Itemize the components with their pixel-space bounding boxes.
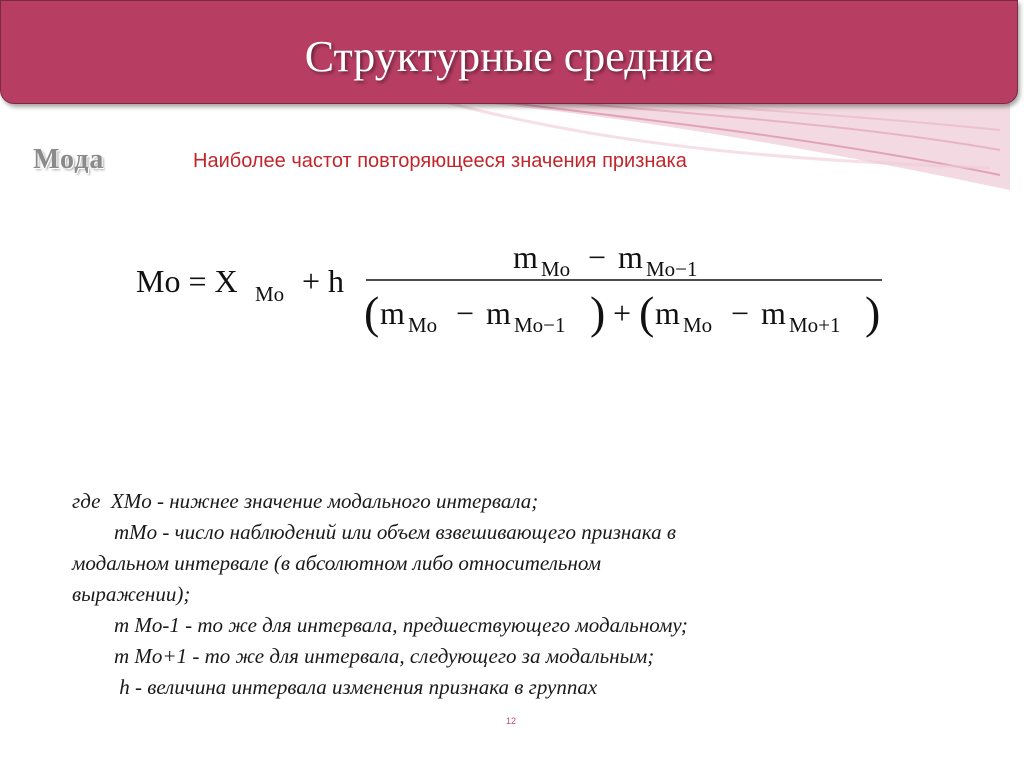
mode-formula <box>130 238 900 348</box>
den-minus-2: − <box>731 295 750 331</box>
den-plus: + <box>613 295 632 331</box>
slide-title: Структурные средние <box>304 32 714 81</box>
den-m2: m <box>486 295 511 331</box>
den-m4-sub: Mo+1 <box>789 313 841 337</box>
formula-lhs-sub: Mo <box>255 282 285 306</box>
den-m1-sub: Mo <box>408 313 438 337</box>
numerator-m2: m <box>618 239 643 275</box>
legend-line: выражении); <box>72 582 191 606</box>
legend-line: m Mo-1 - то же для интервала, предшествующего модальному; <box>72 613 688 637</box>
numerator-m1: m <box>513 239 538 275</box>
formula-lhs: Mo = X <box>136 263 238 299</box>
formula-legend <box>72 486 972 703</box>
den-m1: m <box>380 295 405 331</box>
legend-line: h - величина интервала изменения признака в группах <box>72 675 598 699</box>
legend-line: где XMo - нижнее значение модального интервала; <box>72 489 539 513</box>
den-m3-sub: Mo <box>683 313 713 337</box>
legend-line: mMo - число наблюдений или объем взвешивающего признака в <box>72 520 676 544</box>
den-m2-sub: Mo−1 <box>514 313 566 337</box>
numerator-m1-sub: Mo <box>541 257 571 281</box>
moda-label: Мода <box>33 144 105 175</box>
den-minus-1: − <box>456 295 475 331</box>
numerator-m2-sub: Mo−1 <box>646 257 698 281</box>
page-number: 12 <box>506 716 517 726</box>
moda-definition: Наиболее частот повторяющееся значения признака <box>193 150 687 172</box>
legend-line: m Mo+1 - то же для интервала, следующего за модальным; <box>72 644 655 668</box>
den-close-paren-1: ) <box>590 287 606 338</box>
title-bar <box>0 0 1018 104</box>
den-m4: m <box>761 295 786 331</box>
legend-line: модальном интервале (в абсолютном либо относительном <box>72 551 601 575</box>
den-m3: m <box>655 295 680 331</box>
den-open-paren-1: ( <box>364 287 380 338</box>
den-close-paren-2: ) <box>865 287 881 338</box>
formula-plus-h: + h <box>302 263 345 299</box>
den-open-paren-2: ( <box>639 287 655 338</box>
numerator-minus: − <box>588 239 607 275</box>
